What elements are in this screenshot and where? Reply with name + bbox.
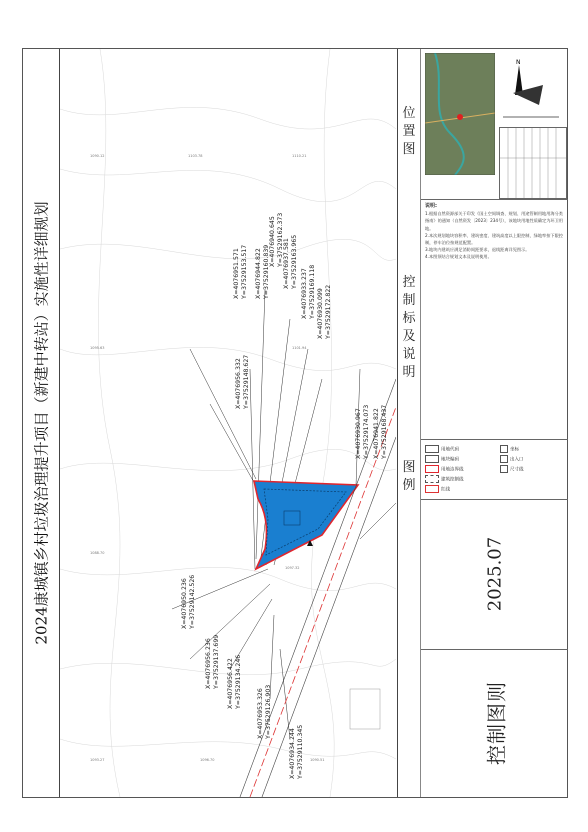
swatch-icon (425, 475, 439, 483)
legend-box (421, 439, 568, 500)
svg-text:N: N (516, 59, 521, 66)
svg-text:X=4076930.967: X=4076930.967 (355, 408, 362, 459)
date-box (421, 499, 568, 650)
swatch-icon (500, 445, 508, 453)
svg-text:1088.70: 1088.70 (90, 551, 105, 555)
svg-text:Y=37529134.246: Y=37529134.246 (235, 654, 242, 709)
svg-text:Y=37529142.526: Y=37529142.526 (189, 574, 196, 629)
svg-text:Y=37529169.118: Y=37529169.118 (309, 264, 316, 319)
swatch-icon (500, 455, 508, 463)
svg-text:1096.70: 1096.70 (200, 758, 215, 762)
existing-building (350, 689, 380, 729)
svg-text:X=4076953.326: X=4076953.326 (257, 688, 264, 739)
notes (425, 203, 565, 261)
svg-text:1103.78: 1103.78 (188, 154, 203, 158)
legend-item: 地块编码 (425, 455, 459, 463)
svg-text:Y=37529162.373: Y=37529162.373 (277, 212, 284, 267)
svg-text:X=4076950.236: X=4076950.236 (181, 578, 188, 629)
section-labels (398, 49, 421, 797)
svg-text:X=4076944.822: X=4076944.822 (255, 248, 262, 299)
plan-map-svg (60, 49, 396, 797)
info-column (397, 49, 568, 797)
legend-item: 红线 (425, 485, 450, 493)
svg-text:Y=37529172.822: Y=37529172.822 (325, 284, 332, 339)
svg-text:Y=37529110.345: Y=37529110.345 (297, 724, 304, 779)
svg-text:X=4076956.422: X=4076956.422 (227, 658, 234, 709)
svg-text:1097.32: 1097.32 (285, 566, 300, 570)
svg-text:Y=37529168.437: Y=37529168.437 (381, 404, 388, 459)
location-map (425, 53, 495, 175)
svg-text:Y=37529137.699: Y=37529137.699 (213, 634, 220, 689)
location-box (421, 49, 568, 200)
svg-text:1110.21: 1110.21 (292, 154, 307, 158)
notes-heading: 说明: (425, 203, 437, 209)
note-item: 1.根据自然资源部关于印发《国土空间调查、规划、用途管制用地用海分类指南》的通知（自然资发〔2023〕234号），该地块用地性质确定为环卫用地。 (425, 211, 563, 231)
legend-item: 尺寸线 (500, 465, 524, 473)
svg-text:1093.27: 1093.27 (90, 758, 105, 762)
svg-text:X=4076940.645: X=4076940.645 (269, 216, 276, 267)
svg-text:X=4076941.822: X=4076941.822 (373, 408, 380, 459)
svg-text:1101.94: 1101.94 (292, 346, 307, 350)
svg-text:1090.12: 1090.12 (90, 154, 105, 158)
legend-item: 出入口 (500, 455, 524, 463)
swatch-icon (425, 445, 439, 453)
svg-text:Y=37529160.839: Y=37529160.839 (263, 244, 270, 299)
label-control: 控 制 标 及 说 明 (402, 275, 416, 380)
svg-text:X=4076956.332: X=4076956.332 (235, 358, 242, 409)
svg-text:X=4076930.099: X=4076930.099 (317, 288, 324, 339)
svg-text:X=4076934.244: X=4076934.244 (289, 728, 296, 779)
notes-box (421, 199, 568, 440)
legend-item: 建筑控制线 (425, 475, 464, 483)
label-location: 位 置 图 (402, 106, 416, 157)
label-legend: 图 例 (402, 460, 416, 493)
plan-map (60, 49, 396, 797)
svg-text:Y=37529148.627: Y=37529148.627 (243, 354, 250, 409)
swatch-icon (425, 455, 439, 463)
legend-item: 用地边界线 (425, 465, 464, 473)
svg-text:X=4076956.236: X=4076956.236 (205, 638, 212, 689)
svg-text:X=4076933.237: X=4076933.237 (301, 268, 308, 319)
svg-text:Y=37529163.965: Y=37529163.965 (291, 234, 298, 289)
svg-text:Y=37529126.903: Y=37529126.903 (265, 684, 272, 739)
note-item: 4.本图须结合规划文本及说明使用。 (425, 254, 492, 260)
note-item: 3.地块内建筑应满足消防间距要求，退线距离详见图示。 (425, 247, 530, 253)
swatch-icon (425, 465, 439, 473)
swatch-icon (500, 465, 508, 473)
land-parcel[interactable] (254, 481, 358, 569)
svg-text:Y=37529153.517: Y=37529153.517 (241, 244, 248, 299)
note-item: 2.本次规划地块容积率、建筑密度、建筑高度以上限控制，绿地率按下限控制，停车泊位按规范配置。 (425, 232, 563, 246)
svg-text:1095.63: 1095.63 (90, 346, 105, 350)
name-box (421, 649, 568, 796)
svg-text:Y=37529174.073: Y=37529174.073 (363, 404, 370, 459)
svg-text:1090.51: 1090.51 (310, 758, 325, 762)
sheet-name: 控制图则 (484, 680, 508, 765)
sheet-title: 2024康城镇乡村垃圾治理提升项目（新建中转站）实施性详细规划 (32, 201, 51, 645)
swatch-icon (425, 485, 439, 493)
sheet-date: 2025.07 (484, 536, 505, 612)
control-index-table (499, 127, 567, 199)
legend-item: 用地代码 (425, 445, 459, 453)
legend-item: 坐标 (500, 445, 519, 453)
north-arrow-icon (499, 55, 563, 125)
svg-text:X=4076937.581: X=4076937.581 (283, 238, 290, 289)
title-strip (23, 49, 60, 797)
svg-text:X=4076951.571: X=4076951.571 (233, 248, 240, 299)
drawing-sheet (22, 48, 568, 798)
